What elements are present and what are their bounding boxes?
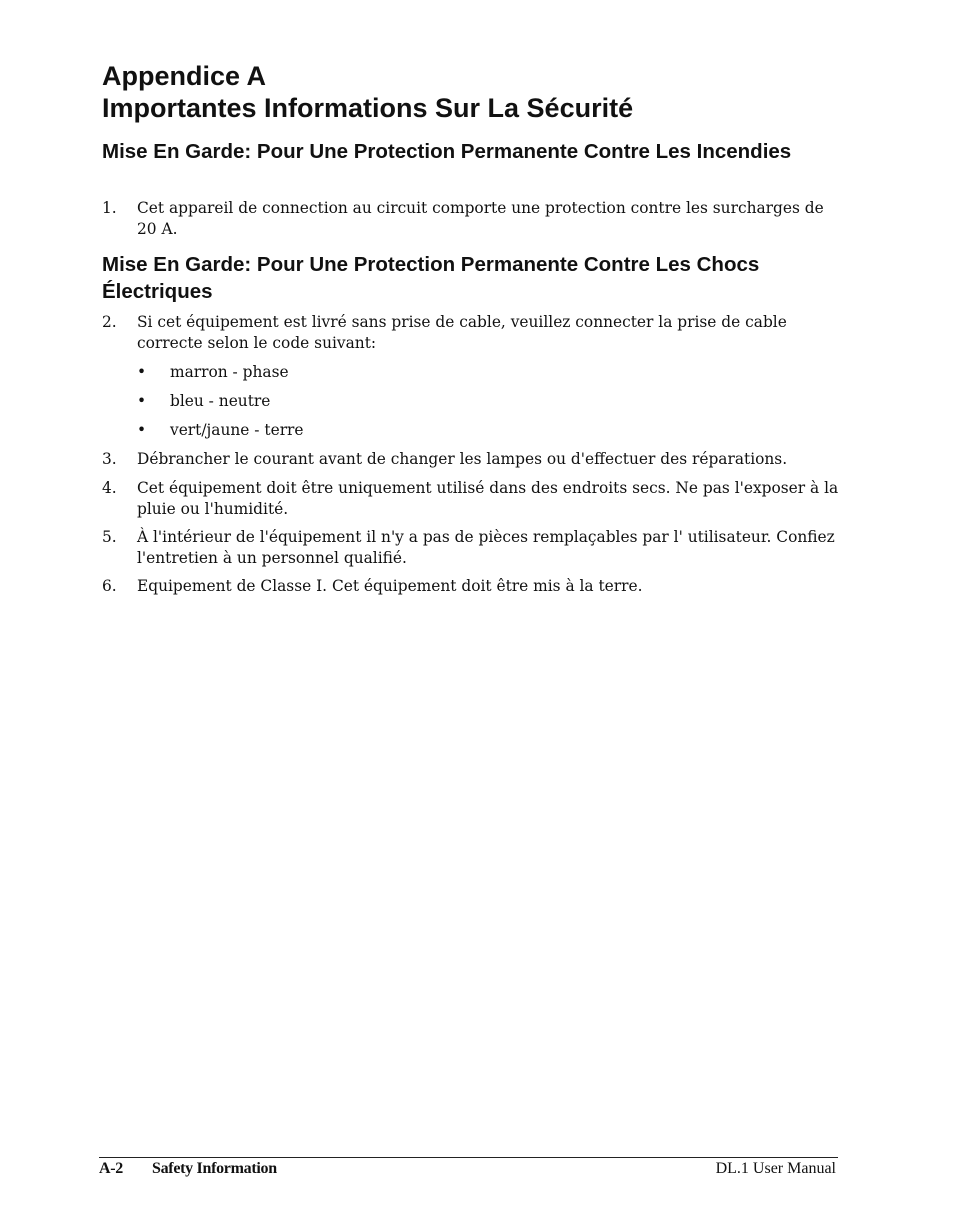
item-number: 5.: [102, 528, 117, 546]
item-number: 1.: [102, 199, 117, 217]
appendix-label: Appendice A: [102, 61, 267, 91]
footer-section-title: Safety Information: [152, 1160, 277, 1177]
list-item: [102, 478, 842, 520]
bullet-icon: •: [137, 392, 147, 410]
bullet-text: vert/jaune - terre: [170, 421, 304, 439]
footer-page-code: A-2: [99, 1160, 123, 1177]
bullet-icon: •: [137, 421, 147, 439]
item-text: Equipement de Classe I. Cet équipement doit être mis à la terre.: [137, 577, 643, 595]
list-item: [102, 576, 842, 597]
item-number: 2.: [102, 313, 117, 331]
footer-divider: [99, 1157, 838, 1158]
bullet-item: [137, 391, 737, 412]
section-heading-shock: Mise En Garde: Pour Une Protection Permanente Contre Les Chocs Électriques: [102, 253, 760, 303]
footer-manual-title: DL.1 User Manual: [715, 1160, 836, 1177]
bullet-icon: •: [137, 363, 147, 381]
item-text: Cet appareil de connection au circuit comporte une protection contre les surcharges de 20 A.: [137, 199, 824, 238]
footer-section: [99, 1159, 277, 1179]
item-text: Cet équipement doit être uniquement utilisé dans des endroits secs. Ne pas l'exposer à la pluie ou l'humidité.: [137, 479, 839, 518]
list-item: [102, 527, 842, 569]
bullet-text: marron - phase: [170, 363, 289, 381]
item-number: 3.: [102, 450, 117, 468]
list-item: [102, 449, 842, 470]
appendix-title: Importantes Informations Sur La Sécurité: [102, 93, 634, 123]
page-title: [102, 60, 862, 124]
item-text: Si cet équipement est livré sans prise de cable, veuillez connecter la prise de cable correcte selon le code suivant:: [137, 313, 787, 352]
list-item: [102, 312, 842, 354]
item-text: À l'intérieur de l'équipement il n'y a pas de pièces remplaçables par l' utilisateur. Confiez l'entretien à un personnel qualifié.: [137, 528, 835, 567]
item-text: Débrancher le courant avant de changer les lampes ou d'effectuer des réparations.: [137, 450, 788, 468]
bullet-item: [137, 362, 737, 383]
item-number: 4.: [102, 479, 117, 497]
bullet-text: bleu - neutre: [170, 392, 271, 410]
bullet-item: [137, 420, 737, 441]
item-number: 6.: [102, 577, 117, 595]
list-item: [102, 198, 842, 240]
section-heading-fire: Mise En Garde: Pour Une Protection Permanente Contre Les Incendies: [102, 140, 792, 163]
